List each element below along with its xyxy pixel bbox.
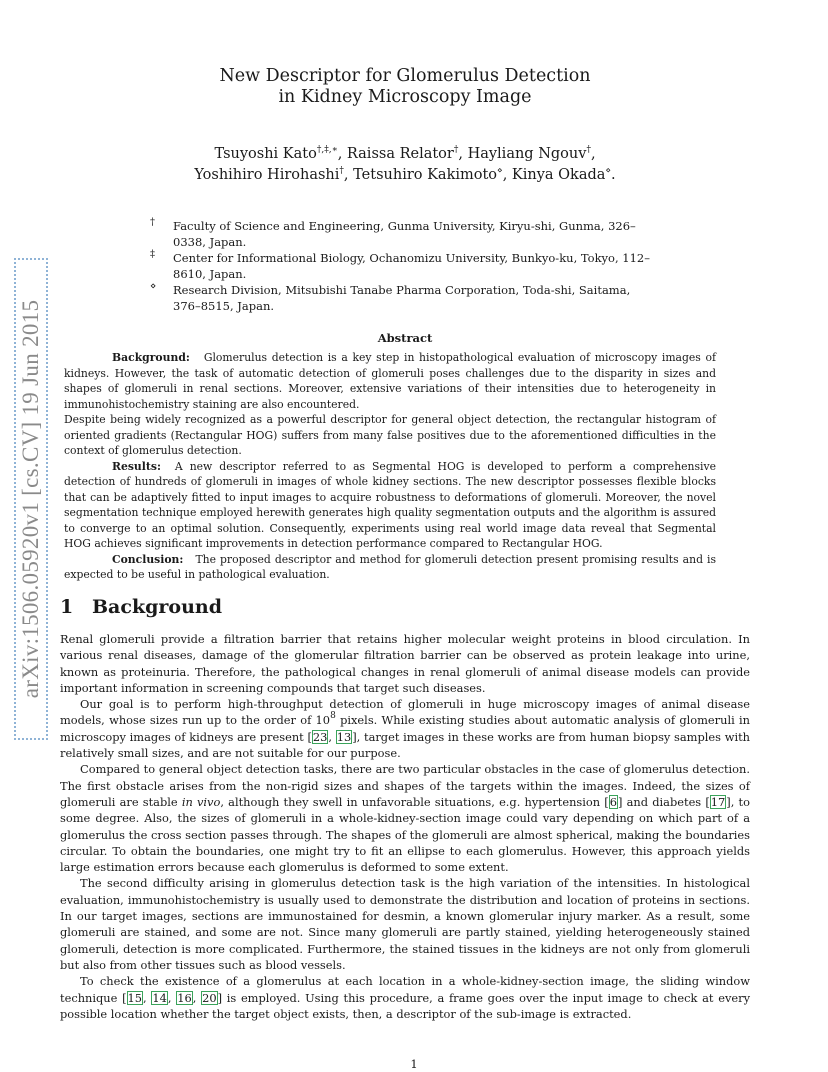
affiliation-item [150,218,660,250]
affiliation-item [150,250,660,282]
body-text: pixels. While existing studies about automatic analysis of glomeruli in microscopy images of kidneys are present [60,713,750,744]
title-line-1: New Descriptor for Glomerulus Detection [219,66,591,86]
author-separator: , [458,146,468,162]
results-label: Results: [112,459,161,473]
author-name: Tetsuhiro Kakimoto [353,167,498,183]
author-name: Yoshihiro Hirohashi [194,167,340,183]
body-text: To check the existence of a glomerulus at each location in a whole-kidney-section image, the sliding window technique [60,974,750,1005]
citation: [6] [604,794,623,809]
results-text: A new descriptor referred to as Segmental HOG is developed to perform a comprehensive detection of hundreds of glomeruli in images of whole kidney sections. The new descriptor possesses flexible blocks that can be adaptively fitted to input images to acquire robustness to deformations of glomeruli. Moreover, the novel segmentation technique employed herewith generates high quality segmentation outputs and the algorithm is assured to converge to an optimal solution. Consequently, experiments using real world image data reveal that Segmental HOG achieves significant improvements in detection performance compared to Rectangular HOG. [64,459,716,550]
body-text: and diabetes [622,794,706,809]
arxiv-stamp [14,258,48,740]
body-paragraph-2 [60,696,750,761]
author-name: Kinya Okada [511,167,606,183]
body-text: Compared to general object detection tasks, there are two particular obstacles in the case of glomerulus detection. The first obstacle arises from the non-rigid sizes and shapes of the targets within the images. Indeed, the sizes of glomeruli are stable [60,762,750,809]
abstract-conclusion [64,552,716,583]
citation-link[interactable]: 23 [312,729,328,744]
affiliation-mark: † [150,217,155,228]
body-paragraph-5 [60,973,750,1022]
author-separator: . [611,167,616,183]
author-list [60,144,750,186]
page-number: 1 [410,1057,418,1071]
body-text: Our goal is to perform high-throughput detection of glomeruli in huge microscopy images of animal disease models, whose sizes run up to the order of 10 [60,697,750,728]
title-line-2: in Kidney Microscopy Image [278,87,532,107]
background-text: Glomerulus detection is a key step in histopathological evaluation of microscopy images of kidneys. However, the task of automatic detection of glomeruli poses challenges due to the disparity in sizes and shapes of glomeruli in renal sections. Moreover, extensive variations of their intensities due to heterogeneity in immunohistochemistry staining are also encountered. [64,351,716,411]
citation-link[interactable]: 13 [336,729,352,744]
body-text: , although they swell in unfavorable situations, e.g. hypertension [220,794,605,809]
author-separator: , [502,167,512,183]
author-separator: , [590,146,596,162]
author-name: Tsuyoshi Kato [214,146,317,162]
author-marks: ⋄ [497,166,503,176]
exponent: 8 [330,711,336,722]
abstract-background-2: Despite being widely recognized as a powerful descriptor for general object detection, the rectangular histogram of oriented gradients (Rectangular HOG) suffers from many false positives due to the aforementioned difficulties in the context of glomerulus detection. [64,413,716,457]
section-title: Background [92,596,222,618]
author-name: Raissa Relator [346,146,454,162]
citation: [17] [705,794,731,809]
citation-link[interactable]: 14 [152,990,167,1005]
abstract-body [64,350,716,583]
author-line-2 [60,165,750,186]
citation-link[interactable]: 6 [609,794,617,809]
abstract-background [64,350,716,412]
body-paragraph-3 [60,761,750,875]
citation: [23, 13] [307,729,357,744]
affiliation-list [150,218,660,314]
conclusion-text: The proposed descriptor and method for glomeruli detection present promising results and is expected to be useful in pathological evaluation. [64,552,716,581]
affiliation-item [150,282,660,314]
arxiv-stamp-text: arXiv:1506.05920v1 [cs.CV] 19 Jun 2015 [18,299,43,699]
section-heading [60,596,222,618]
author-marks: † [453,145,459,155]
citation-link[interactable]: 20 [202,990,217,1005]
affiliation-text: Center for Informational Biology, Ochanomizu University, Bunkyo-ku, Tokyo, 112–8610, Japan. [173,251,650,281]
affiliation-text: Research Division, Mitsubishi Tanabe Pharma Corporation, Toda-shi, Saitama, 376–8515, Japan. [173,283,631,313]
affiliation-mark: ⋄ [150,281,157,292]
author-name: Hayliang Ngouv [467,146,587,162]
affiliation-text: Faculty of Science and Engineering, Gunma University, Kiryu-shi, Gunma, 326–0338, Japan. [173,219,636,249]
body-text: is employed. Using this procedure, a frame goes over the input image to check at every possible location whether the target object exists, then, a descriptor of the sub-image is extracted. [60,990,750,1021]
author-marks: † [586,145,591,155]
author-marks: † [339,166,344,176]
background-label: Background: [112,351,190,364]
author-line-1 [60,144,750,165]
conclusion-label: Conclusion: [112,552,184,566]
body-paragraph-4: The second difficulty arising in glomerulus detection task is the high variation of the intensities. In histological evaluation, immunohistochemistry is usually used to demonstrate the distribution and location of proteins in sections. In our target images, sections are immunostained for desmin, a known glomerular injury marker. As a result, some glomeruli are stained, and some are not. Since many glomeruli are partly stained, yielding heterogeneously stained glomeruli, detection is more complicated. Furthermore, the stained tissues in the kidneys are not only from glomeruli but also from other tissues such as blood vessels. [60,876,750,972]
author-separator: , [343,167,354,183]
body-text: , target images in these works are from human biopsy samples with relatively small sizes, and are not suitable for our purpose. [60,729,750,761]
author-marks: †,‡,∗ [316,145,338,155]
citation-link[interactable]: 16 [177,990,192,1005]
citation-link[interactable]: 17 [710,794,726,809]
paper-title [60,66,750,108]
section-body [60,631,750,1022]
body-text: , to some degree. Also, the sizes of glomeruli in a whole-kidney-section image could vary depending on which part of a glomerulus the cross section passes through. The shapes of the glomeruli are almost spherical, making the boundaries circular. To obtain the boundaries, one might try to fit an ellipse to each glomerulus. However, this approach yields large estimation errors because each glomerulus is deformed to some extent. [60,794,750,875]
author-marks: ⋄ [605,166,612,176]
citation-link[interactable]: 15 [127,990,143,1005]
section-number: 1 [60,596,74,618]
emphasis: in vivo [181,794,221,809]
body-paragraph-1: Renal glomeruli provide a filtration barrier that retains higher molecular weight proteins in blood circulation. In various renal diseases, damage of the glomerular filtration barrier can be observed as protein leakage into urine, known as proteinuria. Therefore, the pathological changes in renal glomeruli of animal disease models can provide important information in screening compounds that target such diseases. [60,632,750,695]
affiliation-mark: ‡ [150,249,155,260]
abstract-results [64,459,716,552]
abstract-heading: Abstract [377,331,433,345]
citation: [15, 14, 16, 20] [122,990,223,1005]
author-separator: , [337,146,347,162]
